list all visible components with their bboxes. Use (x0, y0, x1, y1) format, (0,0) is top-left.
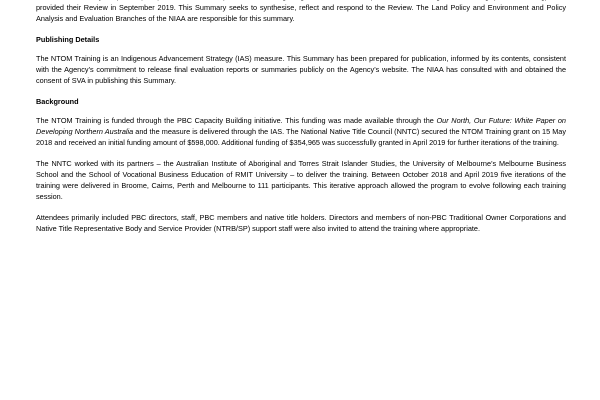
background-paragraph-2: The NNTC worked with its partners – the Australian Institute of Aboriginal and Torres Strait Islander Studies, the University of Melbourne’s Melbourne Business School and the School of Vocational Business Education of RMIT University – to deliver the training. Between October 2018 and April 2019 five iterations of the training were delivered in Broome, Cairns, Perth and Melbourne to 111 participants. This iterative approach allowed the program to evolve following each training session. (36, 159, 566, 201)
background-heading: Background (36, 97, 79, 106)
publishing-details-paragraph: The NTOM Training is an Indigenous Advancement Strategy (IAS) measure. This Summary has been prepared for publication, informed by its contents, consistent with the Agency’s commitment to release final evaluation reports or summaries publicly on the Agency’s website. The NIAA has consulted with and obtained the consent of SVA in publishing this Summary. (36, 54, 566, 85)
document-page (36, 0, 566, 242)
white-paper-title: Our North, Our Future: White Paper on Developing Northern Australia (36, 116, 566, 136)
background-paragraph-1-start: The NTOM Training is funded through the PBC Capacity Building initiative. This funding was made available through the (36, 116, 437, 125)
background-paragraph-1 (36, 115, 566, 148)
intro-paragraph: provided their Review in September 2019. This Summary seeks to synthesise, reflect and respond to the Review. The Land Policy and Environment and Policy Analysis and Evaluation Branches of the NIAA are responsible for this summary. (36, 3, 566, 23)
publishing-details-heading: Publishing Details (36, 35, 100, 44)
background-paragraph-3: Attendees primarily included PBC directors, staff, PBC members and native title holders. Directors and members of non-PBC Traditional Owner Corporations and Native Title Representative Body and Service Provider (NTRB/SP) support staff were also invited to attend the training where appropriate. (36, 213, 566, 233)
background-paragraph-1-end: and the measure is delivered through the IAS. The National Native Title Council (NNTC) secured the NTOM Training grant on 15 May 2018 and received an initial funding amount of $598,000. Additional funding of $354,965 was successfully granted in April 2019 for further iterations of the training. (36, 127, 567, 147)
